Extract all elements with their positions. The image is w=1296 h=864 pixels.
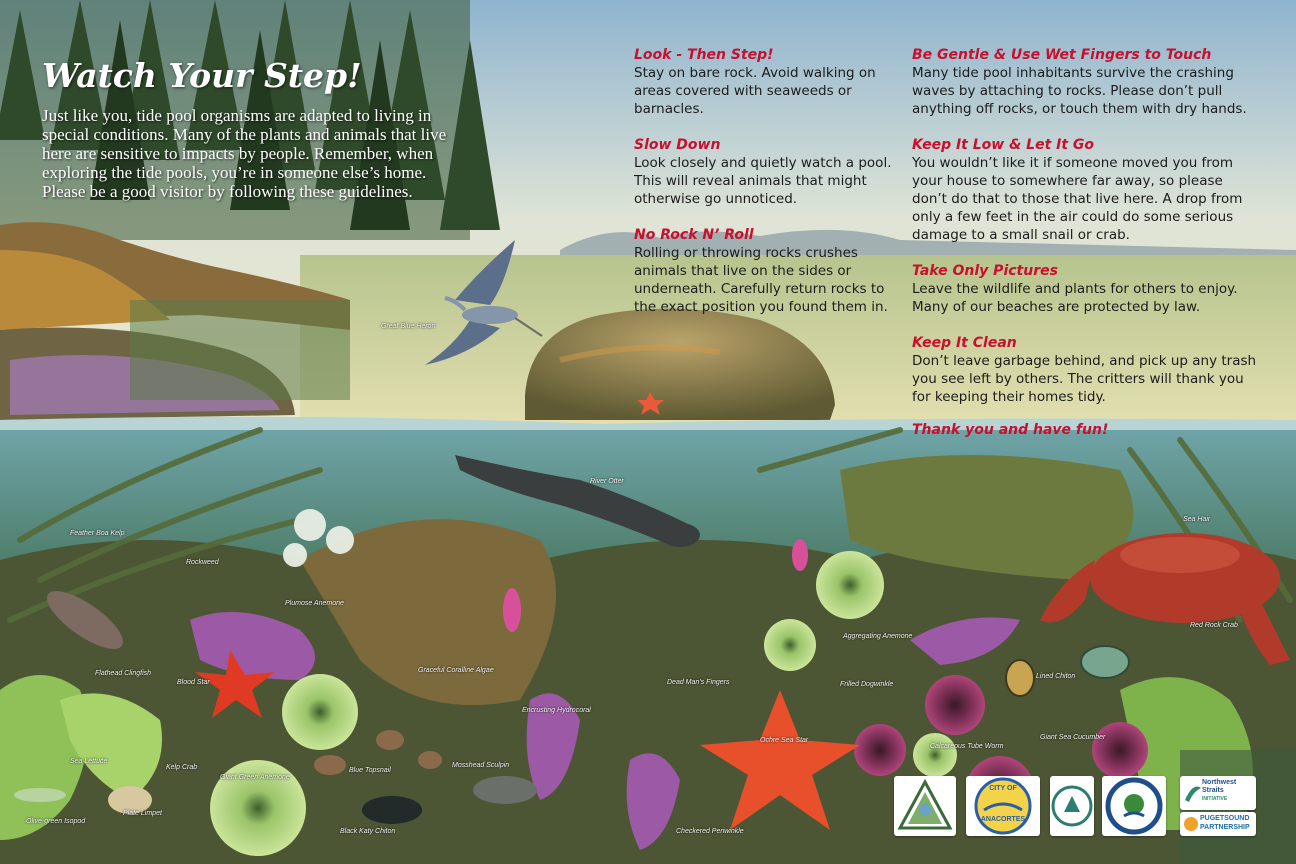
city-logo-top: CITY OF [989, 785, 1017, 792]
puget-sound-partnership-logo [1180, 812, 1256, 836]
guideline-body: Leave the wildlife and plants for others to enjoy. Many of our beaches are protected by law. [912, 281, 1238, 315]
triangle-logo [894, 776, 956, 836]
psp-line2: PARTNERSHIP [1200, 824, 1250, 831]
species-label: Encrusting Hydrocoral [522, 707, 591, 714]
species-label: Calcareous Tube Worm [930, 743, 1004, 750]
species-label: Great Blue Heron [381, 323, 436, 330]
species-label: Black Katy Chiton [340, 828, 396, 835]
guideline-body: Rolling or throwing rocks crushes animals that live on the sides or underneath. Carefully return rocks to the exact position you found them in. [634, 245, 888, 315]
state-seal-icon [1050, 776, 1094, 836]
partner-logos [894, 776, 1270, 838]
species-label: Giant Green Anemone [220, 774, 290, 781]
species-label: Ochre Sea Star [760, 737, 809, 744]
species-label: River Otter [590, 478, 624, 485]
guideline-heading: Look - Then Step! [634, 47, 774, 63]
guidelines-right-column [912, 46, 1262, 438]
species-label: Feather Boa Kelp [70, 530, 125, 537]
city-logo-bottom: ANACORTES [980, 816, 1026, 823]
species-label: Blood Star [177, 679, 210, 686]
bird-icon [1183, 778, 1203, 808]
guideline-heading: Keep It Low & Let It Go [912, 137, 1095, 153]
epa-logo [1102, 776, 1166, 836]
guideline-body: Don’t leave garbage behind, and pick up any trash you see left by others. The critters will thank you for keeping their homes tidy. [912, 353, 1257, 405]
guideline-heading: Take Only Pictures [912, 263, 1058, 279]
city-of-anacortes-logo [966, 776, 1040, 836]
species-label: Dead Man’s Fingers [667, 679, 730, 686]
species-label: Checkered Periwinkle [676, 828, 744, 835]
psp-line1: PUGETSOUND [1200, 815, 1250, 822]
species-label: Red Rock Crab [1190, 622, 1238, 629]
species-label: Graceful Coralline Algae [418, 667, 494, 674]
species-label: Plumose Anemone [285, 600, 344, 607]
guideline-heading: Be Gentle & Use Wet Fingers to Touch [912, 47, 1212, 63]
species-label: Aggregating Anemone [843, 633, 913, 640]
nwsi-line1: Northwest [1202, 779, 1237, 786]
page-title: Watch Your Step! [42, 56, 362, 95]
guideline-keep-it-clean [912, 334, 1262, 406]
species-label: Blue Topsnail [349, 767, 391, 774]
species-label: Olive-green Isopod [26, 818, 86, 825]
state-seal-logo [1050, 776, 1094, 836]
species-label: Sea Hair [1183, 516, 1211, 523]
guideline-body: You wouldn’t like it if someone moved you from your house to somewhere far away, so please don’t do that to those that live here. A drop from only a few feet in the air could do some serious damage to a small snail or crab. [912, 155, 1243, 243]
species-label: Giant Sea Cucumber [1040, 734, 1106, 741]
guideline-heading: Slow Down [634, 137, 721, 153]
guideline-no-rock-n-roll [634, 226, 896, 316]
mountain-triangle-icon [894, 776, 956, 836]
species-label: Flathead Clingfish [95, 670, 152, 677]
epa-seal-icon [1102, 776, 1166, 836]
guideline-be-gentle [912, 46, 1262, 118]
species-label: Mosshead Sculpin [452, 762, 510, 769]
guideline-slow-down [634, 136, 896, 208]
closing-message: Thank you and have fun! [912, 422, 1109, 438]
guideline-look-then-step [634, 46, 896, 118]
guideline-heading: Keep It Clean [912, 335, 1017, 351]
species-label: Kelp Crab [166, 764, 198, 771]
guidelines-left-column [634, 46, 896, 334]
nwsi-line2: Straits [1202, 787, 1224, 794]
northwest-straits-initiative-logo [1180, 776, 1256, 810]
guideline-body: Stay on bare rock. Avoid walking on areas covered with seaweeds or barnacles. [634, 65, 876, 117]
species-label: Lined Chiton [1036, 673, 1076, 680]
intro-paragraph: Just like you, tide pool organisms are adapted to living in special conditions. Many of the plants and animals that live here are sensitive to impacts by people. Remember, when exploring the tide pools, you’re in someone else’s home. Please be a good visitor by following these guidelines. [42, 106, 447, 201]
guideline-keep-it-low [912, 136, 1262, 244]
guideline-body: Many tide pool inhabitants survive the crashing waves by attaching to rocks. Please don’t pull anything off rocks, or touch them with dry hands. [912, 65, 1247, 117]
species-label: Frilled Dogwinkle [840, 681, 894, 688]
nwsi-line3: INITIATIVE [1202, 796, 1228, 802]
species-label: Plate Limpet [123, 810, 162, 817]
guideline-heading: No Rock N’ Roll [634, 227, 754, 243]
sun-icon [1183, 816, 1199, 832]
species-label: Sea Lettuce [70, 758, 108, 765]
guideline-take-only-pictures [912, 262, 1262, 316]
species-label: Rockweed [186, 559, 219, 566]
guideline-body: Look closely and quietly watch a pool. This will reveal animals that might otherwise go unnoticed. [634, 155, 892, 207]
